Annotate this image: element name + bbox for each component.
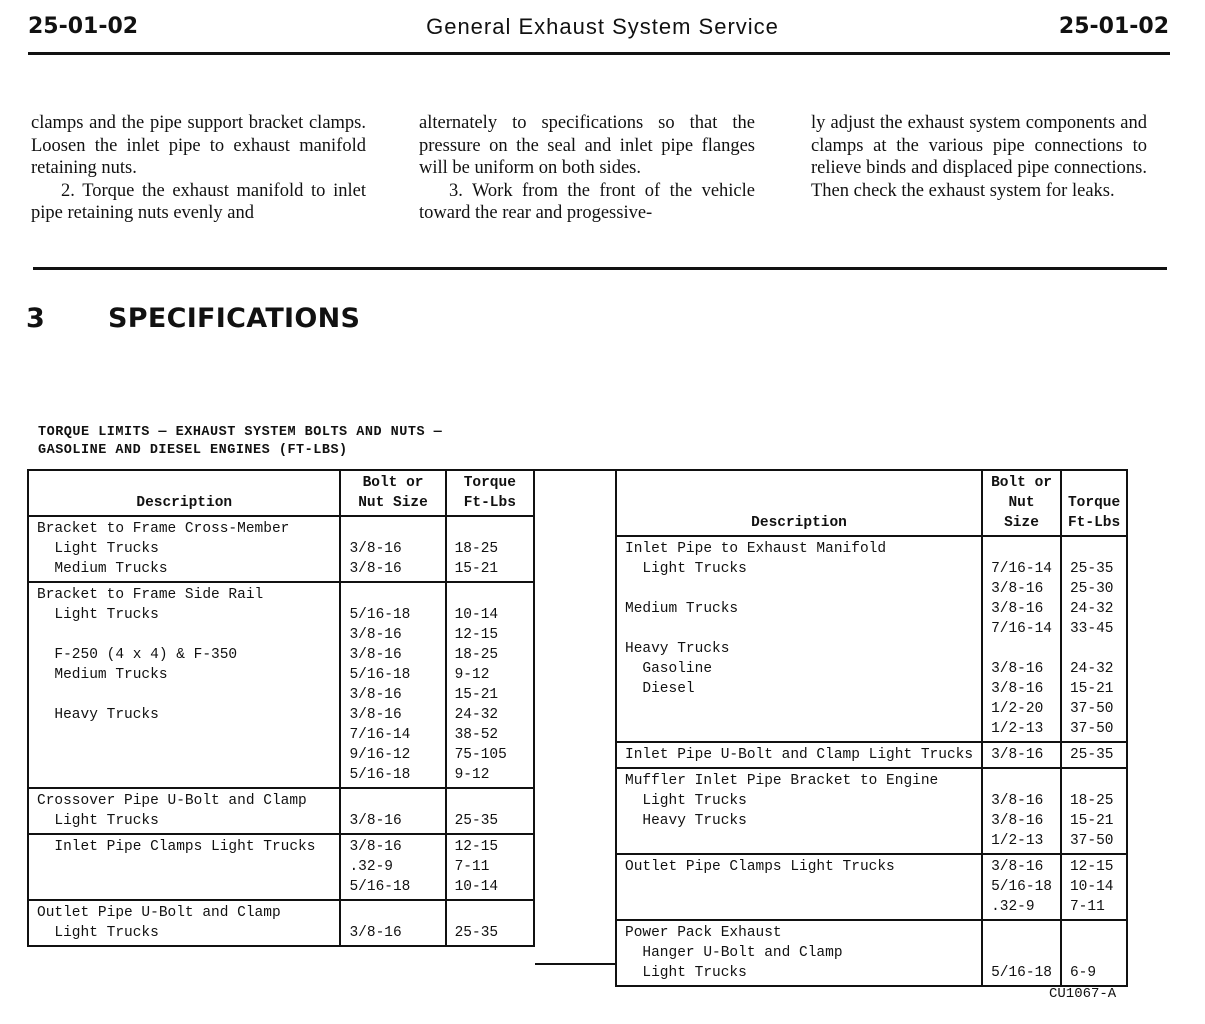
cell-line [1070,771,1118,791]
cell-line: Light Trucks [37,813,159,829]
cell-line: 3/8-16 [991,661,1044,677]
table-row [616,768,1127,854]
table-title-line: GASOLINE AND DIESEL ENGINES (FT-LBS) [38,443,348,458]
cell-line: 12-15 [454,839,499,855]
cell-line: Light Trucks [625,965,747,981]
page-number-right: 25-01-02 [1058,14,1169,39]
cell-line: 37-50 [1069,721,1114,737]
cell-line: Light Trucks [37,541,159,557]
cell-line: Power Pack Exhaust [625,925,782,941]
cell-line [1070,639,1118,659]
table-row [616,854,1127,920]
cell-line: 5/16-18 [349,607,411,623]
cell-description [616,854,982,920]
cell-torque [446,516,534,582]
cell-line [625,699,973,719]
cell-line: .32-9 [349,859,393,875]
cell-line [991,539,1052,559]
table-row [28,834,534,900]
cell-line: Heavy Trucks [625,641,730,657]
paragraph: clamps and the pipe support bracket clamps. Loosen the inlet pipe to exhaust manifold retaining nuts. [31,113,366,178]
cell-line: Gasoline [625,661,713,677]
page-number-left: 25-01-02 [28,14,139,39]
cell-line: 10-14 [454,879,499,895]
paragraph: 3. Work from the front of the vehicle toward the rear and progessive- [419,180,755,223]
cell-line: Bracket to Frame Cross-Member [37,521,290,537]
cell-line: 25-35 [1069,561,1114,577]
cell-line: 1/2-13 [991,721,1044,737]
cell-line: Heavy Trucks [37,707,159,723]
cell-line: 9-12 [454,667,490,683]
cell-line: Outlet Pipe Clamps Light Trucks [625,859,895,875]
cell-line: 7-11 [454,859,490,875]
cell-line: 10-14 [454,607,499,623]
cell-line [37,877,331,897]
paragraph: alternately to specifications so that the pressure on the seal and inlet pipe flanges will be uniform on both sides. [419,113,755,178]
cell-line: 15-21 [1069,681,1114,697]
cell-torque [446,834,534,900]
cell-line: Medium Trucks [37,561,168,577]
cell-line [991,923,1052,943]
cell-line: 9-12 [454,767,490,783]
cell-line: 3/8-16 [991,859,1044,875]
cell-line: Inlet Pipe U-Bolt and Clamp Light Trucks [625,747,974,763]
cell-description [28,900,340,946]
cell-line [625,831,973,851]
cell-line: 75-105 [454,747,507,763]
cell-line: 37-50 [1069,701,1114,717]
cell-line: 3/8-16 [349,647,402,663]
cell-line: 3/8-16 [349,627,402,643]
cell-bolt-size [982,536,1061,742]
cell-line [349,903,436,923]
cell-bolt-size [340,788,445,834]
cell-description [28,788,340,834]
table-header-row [28,470,534,516]
cell-line: 24-32 [1069,601,1114,617]
cell-line: 37-50 [1069,833,1114,849]
cell-line: 18-25 [1069,793,1114,809]
cell-line: 3/8-16 [991,681,1044,697]
cell-torque [1061,742,1127,768]
cell-description [28,582,340,788]
cell-line: Inlet Pipe to Exhaust Manifold [625,541,887,557]
cell-line: Light Trucks [37,607,159,623]
cell-line [349,585,436,605]
table-row [616,536,1127,742]
cell-line: Outlet Pipe U-Bolt and Clamp [37,905,281,921]
cell-line [1070,539,1118,559]
cell-line: Light Trucks [625,561,747,577]
header-rule [28,52,1170,55]
cell-line: 6-9 [1069,965,1097,981]
table-header-row [616,470,1127,536]
cell-line: 24-32 [454,707,499,723]
cell-line: 3/8-16 [349,813,402,829]
table-title-line: TORQUE LIMITS — EXHAUST SYSTEM BOLTS AND NUTS — [38,425,443,440]
cell-line: 3/8-16 [991,747,1044,763]
cell-line: Diesel [625,681,695,697]
column-header-bolt-size: Bolt or Nut Size [982,470,1061,536]
text-column-1 [31,112,366,225]
cell-line [455,519,525,539]
cell-line: 3/8-16 [349,561,402,577]
cell-line: Hanger U-Bolt and Clamp [625,945,843,961]
cell-line: 25-35 [454,813,499,829]
cell-line: 3/8-16 [349,707,402,723]
cell-line: 5/16-18 [991,879,1052,895]
cell-bolt-size [982,768,1061,854]
column-header-bolt-size: Bolt or Nut Size [340,470,445,516]
cell-bolt-size [340,582,445,788]
cell-line: Muffler Inlet Pipe Bracket to Engine [625,773,939,789]
cell-line: 3/8-16 [991,581,1044,597]
cell-line: 24-32 [1069,661,1114,677]
cell-line [991,943,1052,963]
paragraph: 2. Torque the exhaust manifold to inlet pipe retaining nuts evenly and [31,180,366,223]
cell-line [349,791,436,811]
cell-bolt-size [982,920,1061,986]
cell-torque [446,900,534,946]
table-row [28,900,534,946]
cell-line: 18-25 [454,541,499,557]
cell-bolt-size [982,742,1061,768]
cell-line: 3/8-16 [991,813,1044,829]
cell-line: 9/16-12 [349,747,411,763]
cell-description [616,536,982,742]
cell-line: 3/8-16 [349,687,402,703]
cell-line [1070,923,1118,943]
page-title: General Exhaust System Service [426,14,779,39]
cell-line [625,619,973,639]
paragraph: ly adjust the exhaust system components and clamps at the various pipe connections to relieve binds and displaced pipe connections. Then check the exhaust system for leaks. [811,113,1147,201]
section-rule [33,267,1167,270]
cell-line: .32-9 [991,899,1035,915]
column-header-description: Description [28,470,340,516]
section-title: SPECIFICATIONS [108,303,361,334]
cell-line: 10-14 [1069,879,1114,895]
table-row [28,516,534,582]
cell-bolt-size [982,854,1061,920]
cell-line: 5/16-18 [991,965,1052,981]
cell-line: 3/8-16 [991,601,1044,617]
cell-line [625,897,973,917]
section-number: 3 [26,303,45,334]
cell-description [28,516,340,582]
cell-line [37,725,331,745]
cell-line: 7/16-14 [349,727,411,743]
cell-line: 1/2-20 [991,701,1044,717]
cell-line [455,791,525,811]
cell-line: Light Trucks [37,925,159,941]
cell-line [625,579,973,599]
cell-line [991,771,1052,791]
cell-description [28,834,340,900]
cell-line: 33-45 [1069,621,1114,637]
cell-line [625,719,973,739]
cell-line: 5/16-18 [349,767,411,783]
column-header-description: Description [616,470,982,536]
cell-description [616,920,982,986]
cell-line [625,877,973,897]
cell-torque [1061,854,1127,920]
cell-line: Inlet Pipe Clamps Light Trucks [37,839,316,855]
torque-table-left [27,469,535,947]
cell-line [37,685,331,705]
cell-line [991,639,1052,659]
text-column-3 [811,112,1147,202]
cell-torque [1061,920,1127,986]
table-row [28,788,534,834]
cell-bolt-size [340,516,445,582]
cell-line: 25-30 [1069,581,1114,597]
cell-line: 3/8-16 [349,541,402,557]
cell-line: 3/8-16 [349,925,402,941]
cell-line: 3/8-16 [349,839,402,855]
text-column-2 [419,112,755,225]
cell-line: 15-21 [1069,813,1114,829]
cell-torque [1061,768,1127,854]
cell-line: 3/8-16 [991,793,1044,809]
cell-line: 12-15 [454,627,499,643]
cell-line: 7/16-14 [991,561,1052,577]
column-header-torque: Torque Ft-Lbs [446,470,534,516]
cell-line: 38-52 [454,727,499,743]
cell-line: 5/16-18 [349,879,411,895]
cell-line: Light Trucks [625,793,747,809]
cell-line: 25-35 [1069,747,1114,763]
cell-line: Crossover Pipe U-Bolt and Clamp [37,793,307,809]
cell-bolt-size [340,834,445,900]
cell-line [455,585,525,605]
cell-line [37,857,331,877]
cell-line [349,519,436,539]
cell-line: 25-35 [454,925,499,941]
cell-torque [1061,536,1127,742]
cell-line: 5/16-18 [349,667,411,683]
cell-line [37,745,331,765]
cell-bolt-size [340,900,445,946]
cell-line: 18-25 [454,647,499,663]
torque-table-right [615,469,1128,987]
cell-line: 15-21 [454,561,499,577]
cell-line [1070,943,1118,963]
column-header-torque: Torque Ft-Lbs [1061,470,1127,536]
table-row [616,742,1127,768]
table-row [28,582,534,788]
cell-description [616,768,982,854]
table-gap [535,469,615,965]
cell-line: Medium Trucks [625,601,739,617]
cell-line [455,903,525,923]
cell-line: 15-21 [454,687,499,703]
table-title [38,424,442,460]
cell-torque [446,582,534,788]
cell-line: F-250 (4 x 4) & F-350 [37,647,238,663]
cell-line: 1/2-13 [991,833,1044,849]
table-row [616,920,1127,986]
cell-line [37,625,331,645]
cell-line: 12-15 [1069,859,1114,875]
cell-line: 7-11 [1069,899,1105,915]
cell-torque [446,788,534,834]
cell-line: Bracket to Frame Side Rail [37,587,264,603]
cell-description [616,742,982,768]
cell-line [37,765,331,785]
cell-line: 7/16-14 [991,621,1052,637]
cell-line: Heavy Trucks [625,813,747,829]
figure-code: CU1067-A [1049,986,1117,1002]
cell-line: Medium Trucks [37,667,168,683]
